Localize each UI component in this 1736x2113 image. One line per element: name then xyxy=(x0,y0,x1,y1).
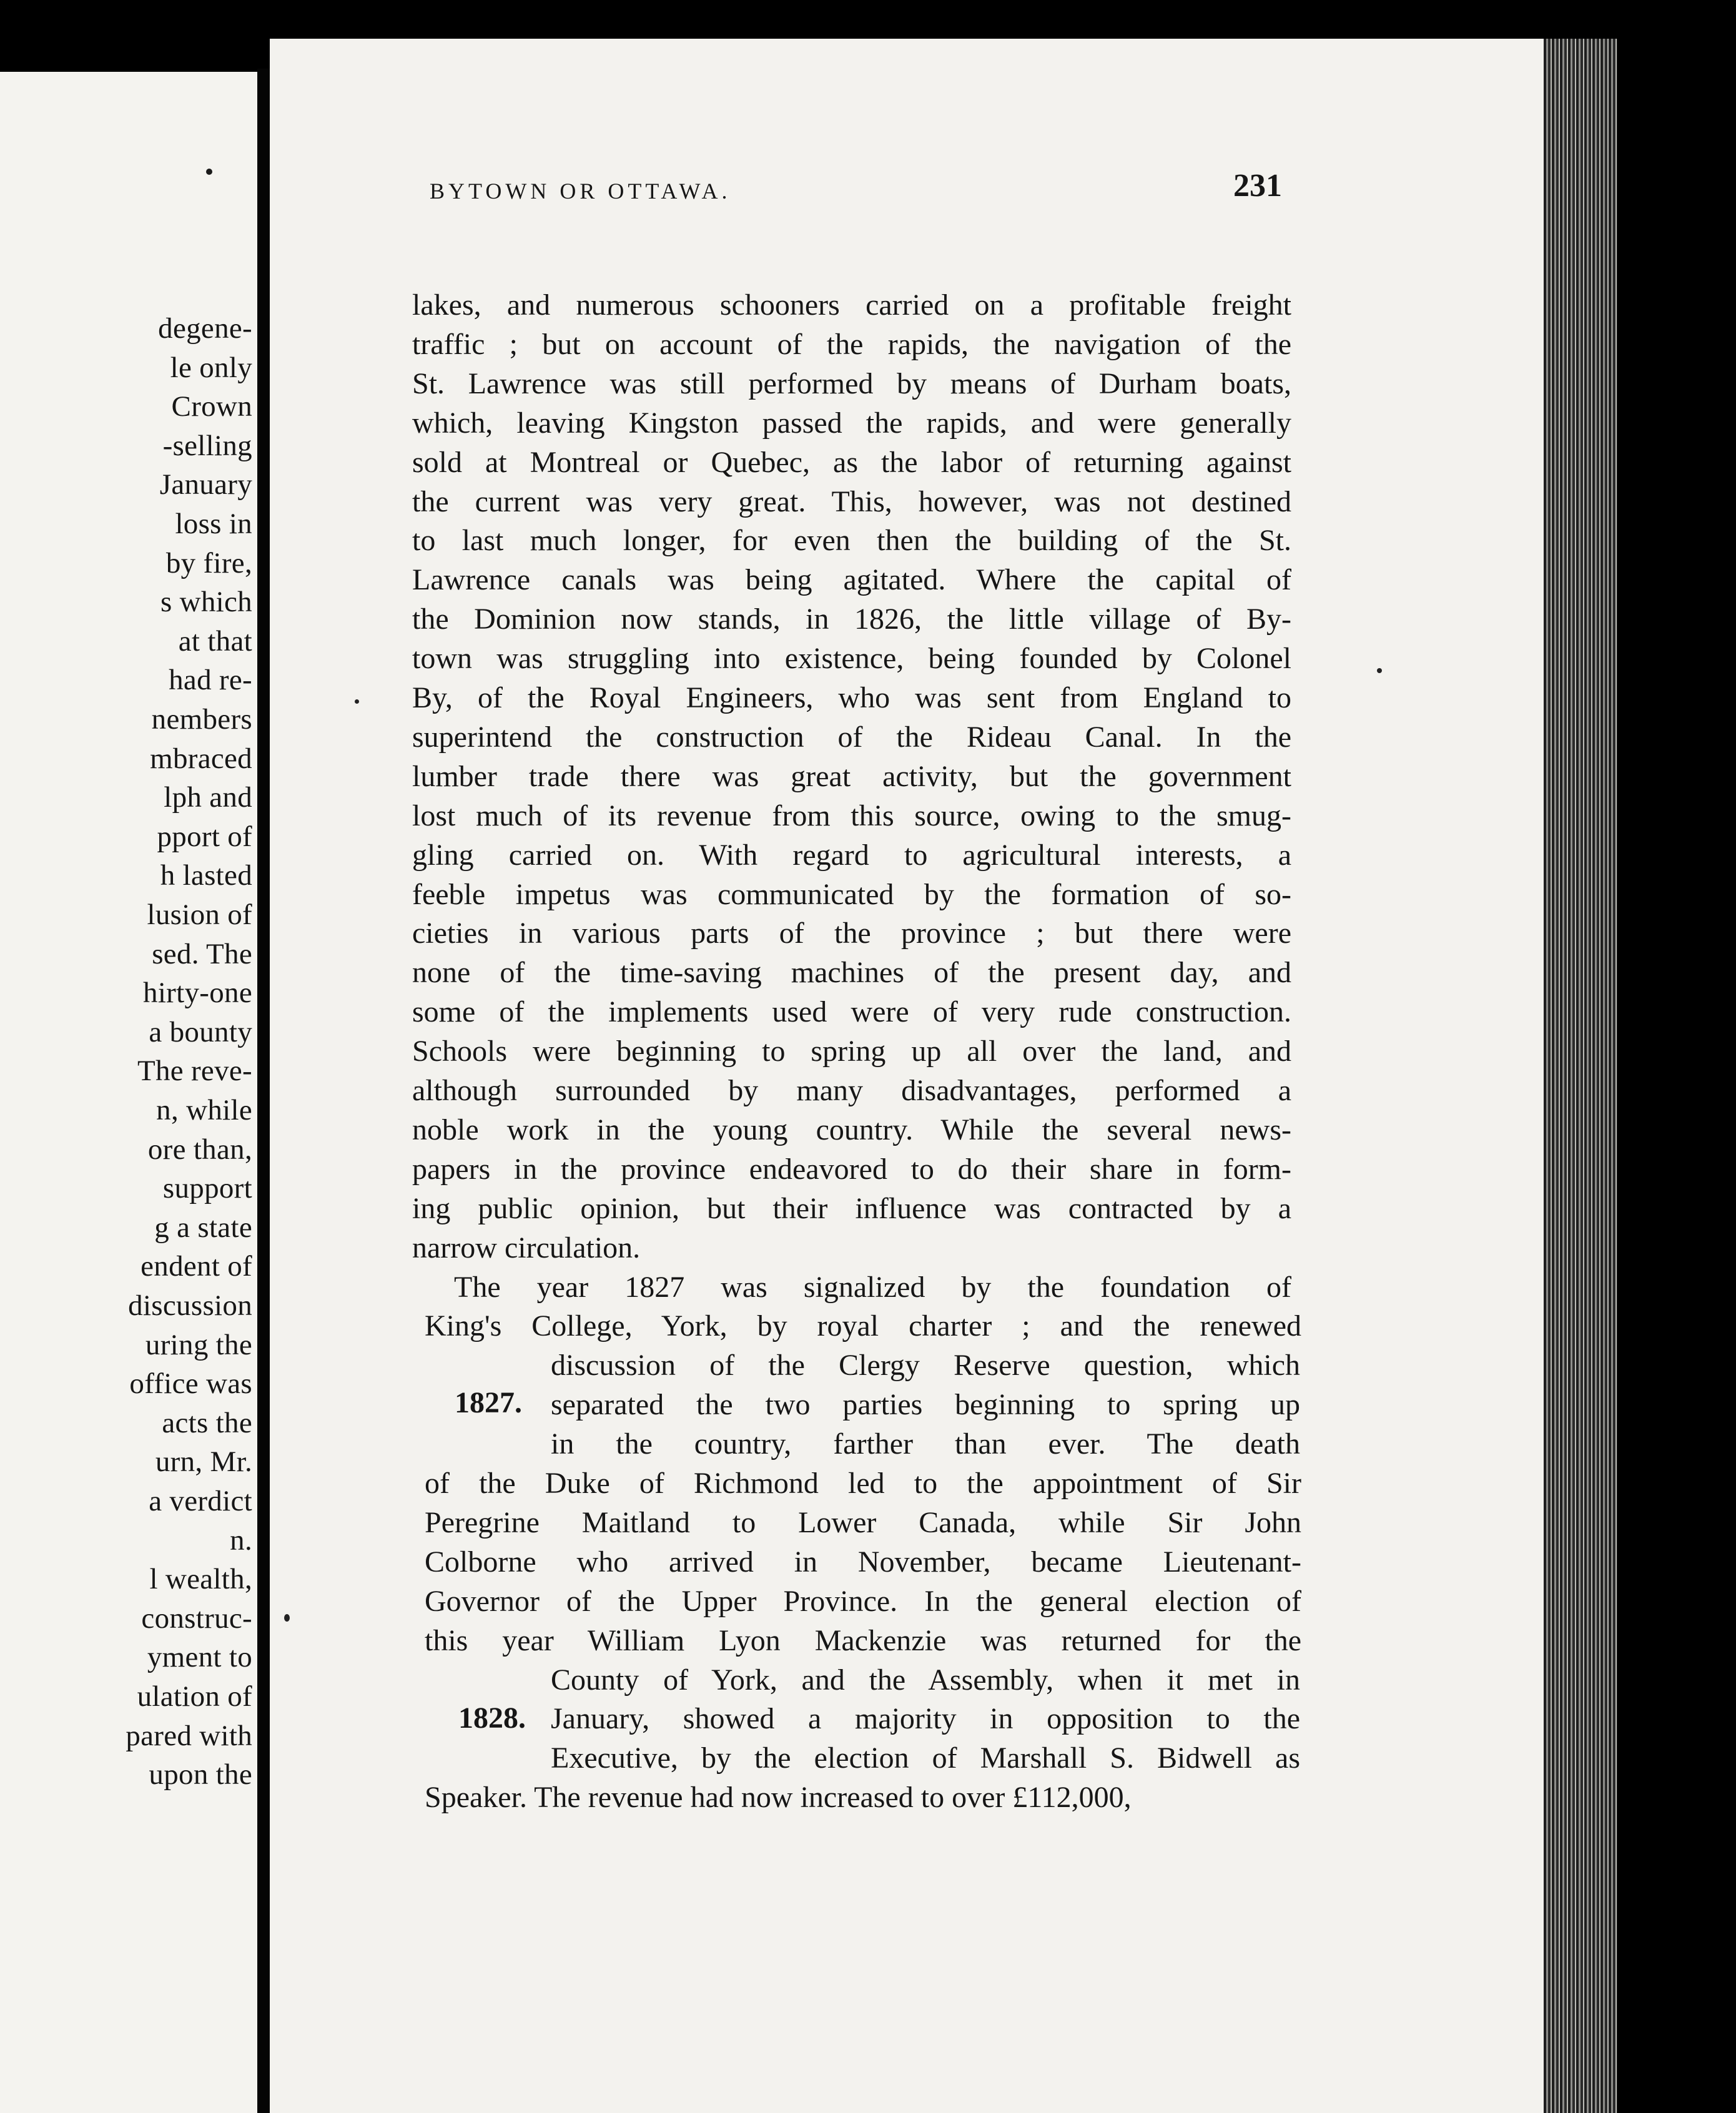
body-line: lakes, and numerous schooners carried on a profitable freight xyxy=(412,288,1291,322)
body-line: Peregrine Maitland to Lower Canada, while Sir John xyxy=(425,1505,1301,1539)
margin-year-1827: 1827. xyxy=(455,1386,522,1419)
left-page-line: lusion of xyxy=(147,899,252,931)
body-line: town was struggling into existence, being founded by Colonel xyxy=(412,642,1291,676)
body-line: to last much longer, for even then the building of the St. xyxy=(412,524,1291,558)
body-line: lumber trade there was great activity, but the government xyxy=(412,759,1291,793)
left-page-line: acts the xyxy=(162,1406,252,1439)
left-page-line: pared with xyxy=(126,1719,252,1752)
body-line: papers in the province endeavored to do their share in form- xyxy=(412,1152,1291,1186)
body-line: cieties in various parts of the province ; but there were xyxy=(412,917,1291,950)
body-line: Colborne who arrived in November, became Lieutenant- xyxy=(425,1545,1301,1579)
body-line: Lawrence canals was being agitated. Where the capital of xyxy=(412,563,1291,597)
left-page-line: by fire, xyxy=(165,546,252,579)
left-page-line: urn, Mr. xyxy=(155,1446,252,1479)
left-page-line: hirty-one xyxy=(143,977,252,1010)
body-line: ing public opinion, but their influence was contracted by a xyxy=(412,1191,1291,1225)
body-line: sold at Montreal or Quebec, as the labor of returning against xyxy=(412,445,1291,479)
body-line: Speaker. The revenue had now increased to over £112,000, xyxy=(425,1781,1132,1815)
left-page-line: had re- xyxy=(169,664,252,697)
book-edge-shadow xyxy=(1617,0,1736,2113)
left-page-line: The reve- xyxy=(137,1055,252,1088)
body-line: Governor of the Upper Province. In the general election of xyxy=(425,1584,1301,1618)
running-head: BYTOWN OR OTTAWA. xyxy=(430,179,731,204)
ink-speck xyxy=(355,699,359,704)
body-line: which, leaving Kingston passed the rapids, and were generally xyxy=(412,406,1291,440)
left-page-line: endent of xyxy=(141,1250,252,1283)
body-line: the Dominion now stands, in 1826, the little village of By- xyxy=(412,603,1291,636)
body-line: gling carried on. With regard to agricultural interests, a xyxy=(412,838,1291,872)
body-line: St. Lawrence was still performed by means of Durham boats, xyxy=(412,367,1291,400)
body-line: lost much of its revenue from this source, owing to the smug- xyxy=(412,799,1291,832)
left-page-line: sed. The xyxy=(152,937,252,970)
body-line: the current was very great. This, however, was not destined xyxy=(412,485,1291,518)
left-page-line: at that xyxy=(178,624,252,658)
body-line: noble work in the young country. While the several news- xyxy=(412,1113,1291,1146)
left-page-line: g a state xyxy=(154,1211,252,1244)
page-number: 231 xyxy=(1233,168,1282,204)
left-page-line: h lasted xyxy=(160,859,252,892)
left-page-line: yment to xyxy=(147,1641,252,1674)
left-page-line: degene- xyxy=(158,312,252,345)
body-line: Schools were beginning to spring up all over the land, and xyxy=(412,1035,1291,1068)
left-page-line: lph and xyxy=(164,781,252,814)
ink-speck xyxy=(284,1614,290,1622)
left-page-line: ore than, xyxy=(147,1133,252,1166)
left-page-line: uring the xyxy=(145,1328,252,1361)
left-page-line: discussion xyxy=(128,1289,252,1322)
body-line: none of the time-saving machines of the present day, and xyxy=(412,956,1291,990)
left-page-line: l wealth, xyxy=(149,1563,252,1596)
left-page-line: nembers xyxy=(151,703,252,736)
left-page-line: loss in xyxy=(175,508,252,540)
left-page-line: office was xyxy=(129,1367,252,1401)
left-page-line: upon the xyxy=(149,1758,252,1791)
left-facing-page xyxy=(0,72,257,2113)
body-line: separated the two parties beginning to spring up xyxy=(551,1388,1300,1422)
left-page-line: pport of xyxy=(157,820,252,853)
body-line: By, of the Royal Engineers, who was sent from England to xyxy=(412,681,1291,714)
margin-year-1828: 1828. xyxy=(458,1702,526,1735)
left-page-line: ulation of xyxy=(137,1680,252,1713)
left-page-line: construc- xyxy=(141,1602,252,1635)
left-page-line: -selling xyxy=(162,429,252,462)
body-line: in the country, farther than ever. The death xyxy=(551,1427,1300,1461)
body-line: discussion of the Clergy Reserve question, which xyxy=(551,1349,1300,1382)
body-line: although surrounded by many disadvantages, performed a xyxy=(412,1074,1291,1107)
body-line: of the Duke of Richmond led to the appointment of Sir xyxy=(425,1467,1301,1500)
left-page-line: Crown xyxy=(171,390,252,423)
left-page-line: le only xyxy=(170,351,252,384)
left-page-line: n, while xyxy=(156,1094,252,1126)
body-line: narrow circulation. xyxy=(412,1231,641,1264)
body-line: feeble impetus was communicated by the formation of so- xyxy=(412,877,1291,911)
ink-speck xyxy=(206,169,212,175)
left-page-line: s which xyxy=(160,586,252,619)
body-line: Executive, by the election of Marshall S. Bidwell as xyxy=(551,1741,1300,1775)
body-line: The year 1827 was signalized by the foundation of xyxy=(454,1270,1291,1304)
left-page-line: January xyxy=(159,468,252,501)
left-page-line: a bounty xyxy=(149,1015,252,1048)
left-page-line: support xyxy=(162,1172,252,1205)
body-line: King's College, York, by royal charter ; and the renewed xyxy=(425,1309,1301,1343)
body-line: traffic ; but on account of the rapids, the navigation of the xyxy=(412,327,1291,361)
body-line: County of York, and the Assembly, when it met in xyxy=(551,1663,1300,1697)
left-page-line: n. xyxy=(230,1524,252,1557)
left-page-line: mbraced xyxy=(150,742,252,775)
page-edges xyxy=(1544,39,1617,2113)
left-page-line: a verdict xyxy=(149,1485,252,1517)
ink-speck xyxy=(1377,668,1382,673)
body-line: this year William Lyon Mackenzie was returned for the xyxy=(425,1623,1301,1657)
body-line: some of the implements used were of very rude construction. xyxy=(412,995,1291,1029)
body-line: superintend the construction of the Rideau Canal. In the xyxy=(412,720,1291,754)
body-line: January, showed a majority in opposition to the xyxy=(551,1702,1300,1736)
